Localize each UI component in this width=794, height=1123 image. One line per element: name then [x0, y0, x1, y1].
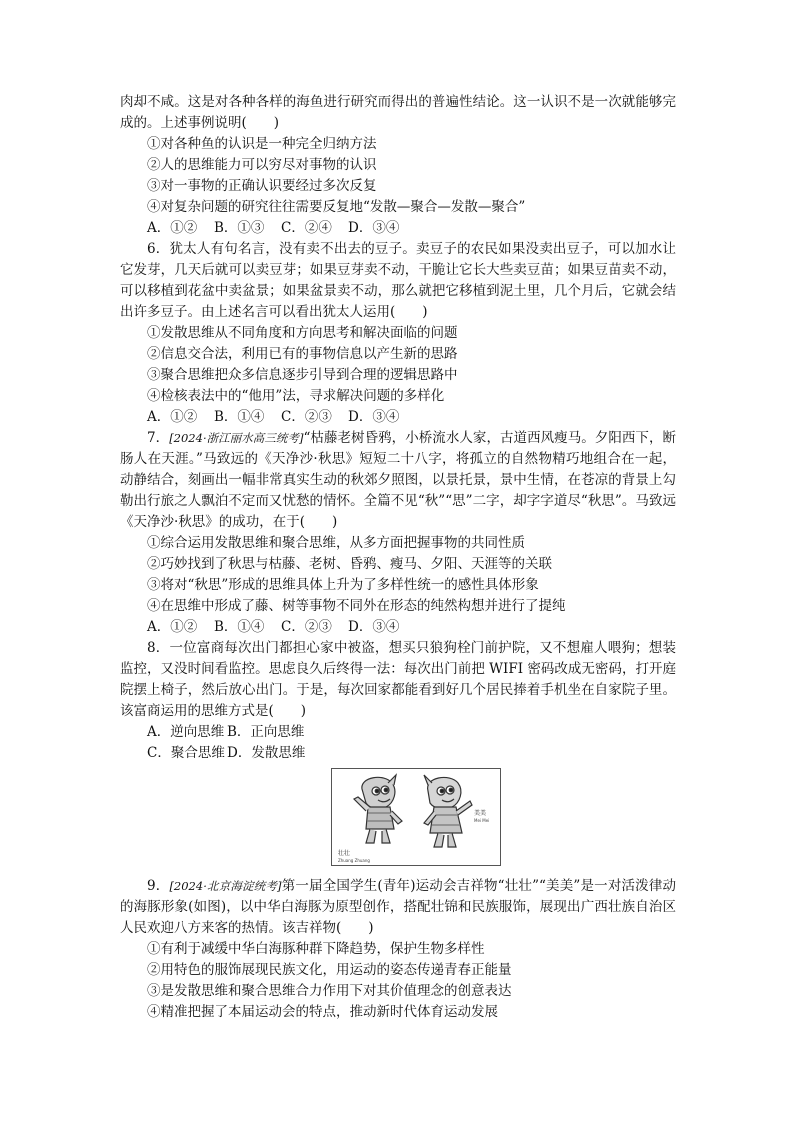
q7-source: [2024·浙江丽水高三统考] — [169, 431, 304, 445]
q6-choice-b: B．①④ — [214, 409, 265, 425]
q8-choice-a: A．逆向思维 — [147, 724, 225, 740]
dolphin-mascots-image — [332, 769, 500, 865]
q7-choice-a: A．①② — [147, 619, 198, 635]
mascot-meimei — [424, 775, 472, 847]
q6-choice-a: A．①② — [147, 409, 198, 425]
q8-choices-row2 — [120, 743, 676, 764]
q9-option-4: ④精准把握了本届运动会的特点，推动新时代体育运动发展 — [147, 1004, 498, 1020]
q9-option-1: ①有利于减缓中华白海豚种群下降趋势，保护生物多样性 — [147, 941, 485, 957]
q8-stem: 8．一位富商每次出门都担心家中被盗，想买只狼狗栓门前护院，又不想雇人喂狗；想装监控，又没时间看监控。思虑良久后终得一法：每次出门前把 WIFI 密码改成无密码，打开庭院摆上椅子，然后放心出门。于是，每次回家都能看到好几个居民捧着手机坐在自家院子里。该富商运用的思维方式是( ) — [120, 640, 676, 719]
q7-option-1: ①综合运用发散思维和聚合思维，从多方面把握事物的共同性质 — [147, 535, 525, 551]
q9-block — [120, 876, 676, 1023]
q8-choice-b: B．正向思维 — [227, 724, 305, 740]
q7-choices — [120, 617, 676, 638]
mascot-figure — [331, 768, 501, 866]
q5-choices — [120, 218, 676, 239]
q5-choice-a: A．①② — [147, 220, 198, 236]
q6-stem: 6．犹太人有句名言，没有卖不出去的豆子。卖豆子的农民如果没卖出豆子，可以加水让它发芽，几天后就可以卖豆芽；如果豆芽卖不动，干脆让它长大些卖豆苗；如果豆苗卖不动，可以移植到花盆中卖盆景；如果盆景卖不动，那么就把它移植到泥土里，几个月后，它就会结出许多豆子。由上述名言可以看出犹太人运用( ) — [120, 241, 676, 320]
q6-option-4: ④检核表法中的“他用”法，寻求解决问题的多样化 — [147, 388, 445, 404]
q8-choice-c: C．聚合思维 — [147, 745, 225, 761]
q7-text: “枯藤老树昏鸦，小桥流水人家，古道西风瘦马。夕阳西下，断肠人在天涯。”马致远的《天净沙·秋思》短短二十八字，将孤立的自然物精巧地组合在一起，动静结合，刻画出一幅非常真实生动的秋郊夕照图，以景托景，景中生情，在苍凉的背景上勾勒出行旅之人飘泊不定而又忧愁的情怀。全篇不见“秋”“思”二字，却字字道尽“秋思”。马致远《天净沙·秋思》的成功，在于( ) — [120, 430, 677, 530]
q5-choice-c: C．②④ — [281, 220, 332, 236]
q9-number: 9． — [147, 878, 170, 894]
q9-option-3: ③是发散思维和聚合思维合力作用下对其价值理念的创意表达 — [147, 983, 512, 999]
q7-option-4: ④在思维中形成了藤、树等事物不同外在形态的纯然构想并进行了提纯 — [147, 598, 566, 614]
q9-text: 第一届全国学生(青年)运动会吉祥物“壮壮”“美美”是一对活泼律动的海豚形象(如图)，以中华白海豚为原型创作，搭配壮锦和民族服饰，展现出广西壮族自治区人民欢迎八方来客的热情。该吉祥物( ) — [120, 878, 677, 936]
q9-source: [2024·北京海淀统考] — [169, 879, 282, 893]
q9-stem — [120, 876, 676, 939]
q5-option-4: ④对复杂问题的研究往往需要反复地“发散—聚合—发散—聚合” — [147, 199, 526, 215]
mascot-zhuangzhuang — [354, 775, 402, 843]
q7-choice-d: D．③④ — [348, 619, 400, 635]
q6-option-2: ②信息交合法，利用已有的事物信息以产生新的思路 — [147, 346, 458, 362]
mascot-right-pinyin: Mei Mei — [474, 818, 490, 823]
q8-choices-row1 — [120, 722, 676, 743]
q6-option-3: ③聚合思维把众多信息逐步引导到合理的逻辑思路中 — [147, 367, 458, 383]
q5-option-3: ③对一事物的正确认识要经过多次反复 — [147, 178, 377, 194]
q7-option-2: ②巧妙找到了秋思与枯藤、老树、昏鸦、瘦马、夕阳、天涯等的关联 — [147, 556, 552, 572]
mascot-right-label: 美美 — [474, 810, 487, 817]
mascot-left-label: 壮壮 — [338, 850, 351, 857]
q5-option-2: ②人的思维能力可以穷尽对事物的认识 — [147, 157, 377, 173]
q7-choice-b: B．①④ — [214, 619, 265, 635]
q7-option-3: ③将对“秋思”形成的思维具体上升为了多样性统一的感性具体形象 — [147, 577, 539, 593]
q6-choices — [120, 407, 676, 428]
q6-option-1: ①发散思维从不同角度和方向思考和解决面临的问题 — [147, 325, 458, 341]
q6-choice-d: D．③④ — [348, 409, 400, 425]
document-page — [120, 92, 677, 1020]
q6-choice-c: C．②③ — [281, 409, 332, 425]
mascot-left-pinyin: Zhuang Zhuang — [338, 858, 370, 863]
q5-option-1: ①对各种鱼的认识是一种完全归纳方法 — [147, 136, 377, 152]
q5-choice-b: B．①③ — [214, 220, 265, 236]
q7-choice-c: C．②③ — [281, 619, 332, 635]
q8-choice-d: D．发散思维 — [227, 745, 306, 761]
q7-number: 7． — [147, 430, 170, 446]
q5-choice-d: D．③④ — [348, 220, 400, 236]
q7-stem — [120, 428, 676, 533]
q5-stem: 肉却不咸。这是对各种各样的海鱼进行研究而得出的普遍性结论。这一认识不是一次就能够完成的。上述事例说明( ) — [120, 94, 676, 131]
q9-option-2: ②用特色的服饰展现民族文化，用运动的姿态传递青春正能量 — [147, 962, 512, 978]
